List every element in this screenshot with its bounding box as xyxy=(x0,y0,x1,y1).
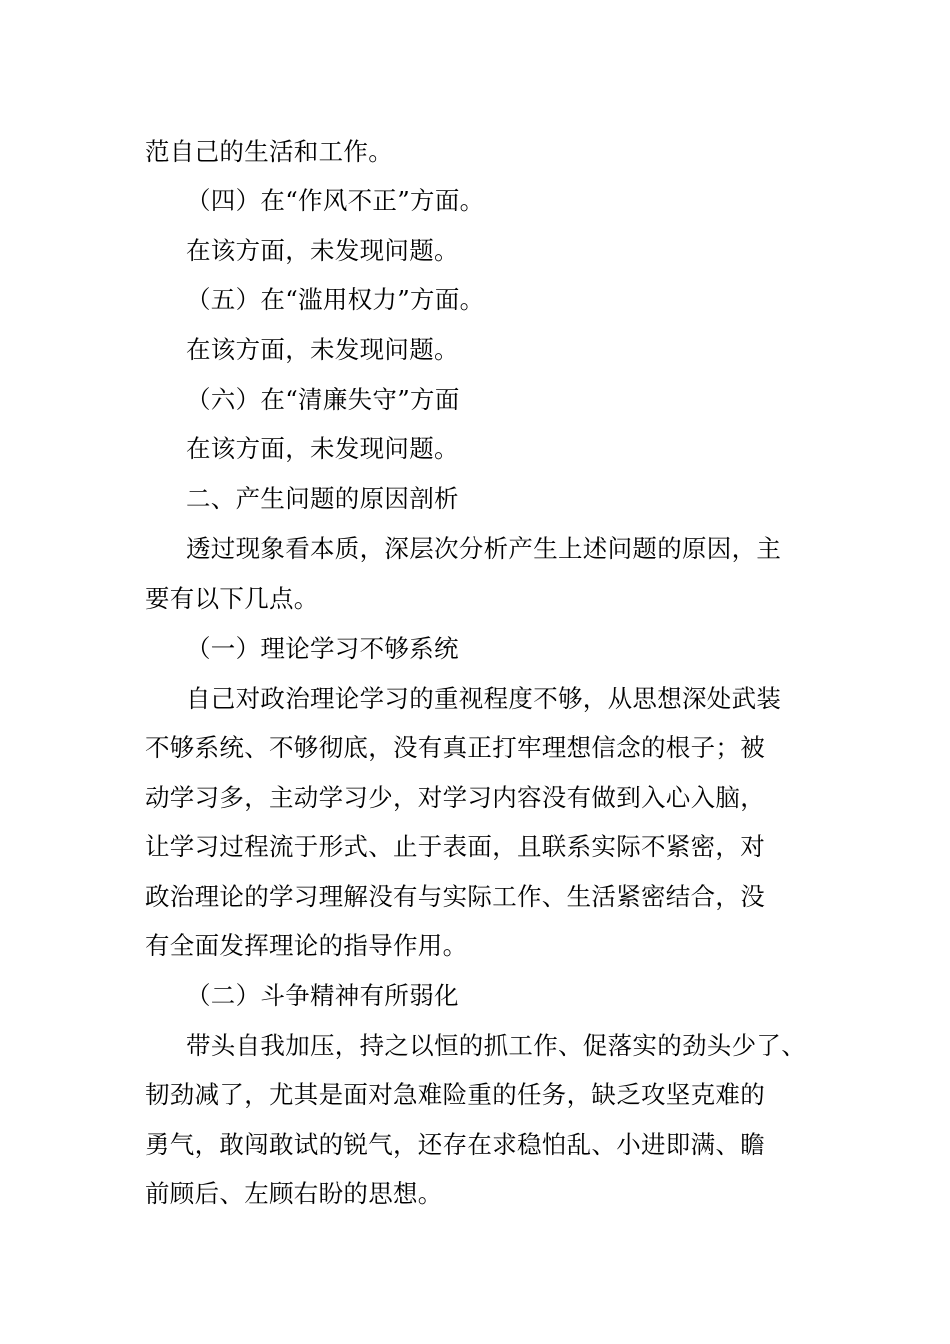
major-heading-2: 二、产生问题的原因剖析 xyxy=(186,484,459,513)
paragraph-line: 韧劲减了，尤其是面对急难险重的任务，缺乏攻坚克难的 xyxy=(145,1080,765,1109)
paragraph-line: 有全面发挥理论的指导作用。 xyxy=(145,931,468,960)
paragraph-line: 要有以下几点。 xyxy=(145,584,319,613)
paragraph-line: 勇气，敢闯敢试的锐气，还存在求稳怕乱、小进即满、瞻 xyxy=(145,1130,765,1159)
paragraph-line: 动学习多，主动学习少，对学习内容没有做到入心入脑， xyxy=(145,783,765,812)
section-heading-6: （六）在“清廉失守”方面 xyxy=(186,385,460,414)
paragraph-line: 带头自我加压，持之以恒的抓工作、促落实的劲头少了、 xyxy=(186,1031,806,1060)
paragraph-line: 在该方面，未发现问题。 xyxy=(186,434,459,463)
paragraph-line: 让学习过程流于形式、止于表面，且联系实际不紧密，对 xyxy=(145,832,765,861)
section-heading-5: （五）在“滥用权力”方面。 xyxy=(186,285,485,314)
paragraph-line: 不够系统、不够彻底，没有真正打牢理想信念的根子；被 xyxy=(145,733,765,762)
section-heading-4: （四）在“作风不正”方面。 xyxy=(186,186,485,215)
paragraph-line: 范自己的生活和工作。 xyxy=(145,137,393,166)
paragraph-line: 在该方面，未发现问题。 xyxy=(186,236,459,265)
paragraph-line: 透过现象看本质，深层次分析产生上述问题的原因，主 xyxy=(186,534,782,563)
paragraph-line: 政治理论的学习理解没有与实际工作、生活紧密结合，没 xyxy=(145,882,765,911)
paragraph-line: 前顾后、左顾右盼的思想。 xyxy=(145,1179,443,1208)
subsection-heading-1: （一）理论学习不够系统 xyxy=(186,634,459,663)
paragraph-line: 在该方面，未发现问题。 xyxy=(186,335,459,364)
paragraph-line: 自己对政治理论学习的重视程度不够，从思想深处武装 xyxy=(186,684,782,713)
subsection-heading-2: （二）斗争精神有所弱化 xyxy=(186,981,459,1010)
